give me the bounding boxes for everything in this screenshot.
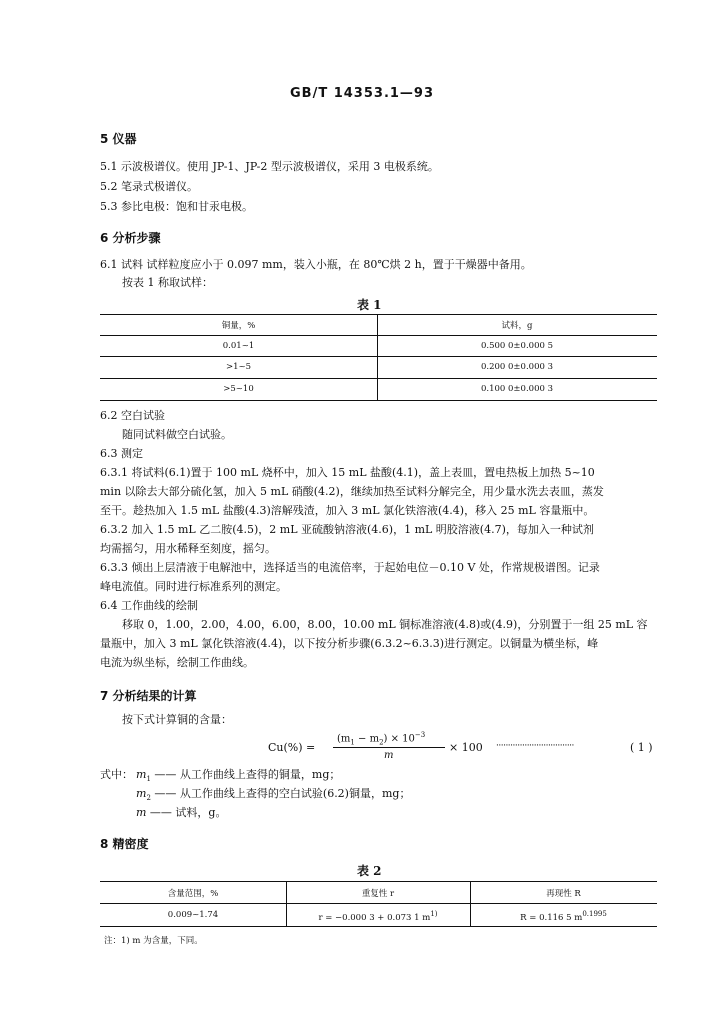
where-label: 式中： <box>100 768 133 781</box>
section-6-3-2-line1: 6.3.2 加入 1.5 mL 乙二胺(4.5)，2 mL 亚硫酸钠溶液(4.6)，1 mL 明胶溶液(4.7)，每加入一种试剂 <box>100 523 594 536</box>
section-6-4-line2: 量瓶中，加入 3 mL 氯化铁溶液(4.4)，以下按分析步骤(6.3.2~6.3.3)进行测定。以铜量为横坐标，峰 <box>100 637 599 650</box>
table-2-caption: 表 2 <box>357 864 382 878</box>
where-item-m2 <box>136 787 410 805</box>
table-2-cell-reproducibility <box>470 910 657 923</box>
section-6-1-sub: 按表 1 称取试样： <box>122 276 213 289</box>
formula-num-part: ) × 10 <box>383 733 415 745</box>
formula-num-sub: 1 <box>350 738 355 747</box>
table-1-cell: 0.500 0±0.000 5 <box>480 341 553 351</box>
section-6-2: 6.2 空白试验 <box>100 409 165 422</box>
symbol-sub: 1 <box>146 775 151 784</box>
section-6-3-3-line1: 6.3.3 倾出上层清液于电解池中，选择适当的电流倍率，于起始电位－0.10 V 处，作常规极谱图。记录 <box>100 561 600 574</box>
section-5-title: 5 仪器 <box>100 132 137 146</box>
footnote-ref: 1) <box>430 910 438 918</box>
section-6-4: 6.4 工作曲线的绘制 <box>100 599 198 612</box>
symbol: m <box>136 806 147 819</box>
table-1-cell: >5~10 <box>223 384 254 394</box>
table-2-cell-repeatability <box>286 910 470 923</box>
table-1-cell: 0.01~1 <box>222 341 255 351</box>
table-2-bottom-rule <box>100 926 657 927</box>
formula-num-part: − m <box>354 733 380 745</box>
formula-num-sup: −3 <box>414 731 426 739</box>
table-1-cell: 0.200 0±0.000 3 <box>480 362 553 372</box>
definition: —— 从工作曲线上查得的空白试验(6.2)铜量，mg； <box>150 787 411 800</box>
table-1-cell: >1~5 <box>225 362 252 372</box>
section-6-1-text: 6.1 试料 试样粒度应小于 0.097 mm，装入小瓶，在 80℃烘 2 h，置于干燥器中备用。 <box>100 258 532 271</box>
section-8-title: 8 精密度 <box>100 837 149 851</box>
formula-num-part: (m <box>337 733 351 745</box>
table-1-caption: 表 1 <box>357 298 382 312</box>
table-1-header-rule <box>100 335 657 336</box>
exponent: 0.1995 <box>582 910 607 918</box>
section-6-title: 6 分析步骤 <box>100 231 161 245</box>
table-2-cell-range: 0.009~1.74 <box>167 910 219 920</box>
formula-lhs: Cu(%) = <box>268 741 316 754</box>
definition: —— 试料，g。 <box>146 806 227 819</box>
table-1-row-rule <box>100 378 657 379</box>
table-2-header-reproducibility: 再现性 R <box>546 889 581 899</box>
section-6-3-2-line2: 均需摇匀，用水稀释至刻度，摇匀。 <box>100 542 276 555</box>
section-6-3-1-line2: min 以除去大部分硫化氢，加入 5 mL 硝酸(4.2)，继续加热至试料分解完全，用少量水洗去表皿，蒸发 <box>100 485 604 498</box>
table-1-header-sample: 试料，g <box>501 321 533 331</box>
table-2-top-rule <box>100 881 657 882</box>
table-1-bottom-rule <box>100 400 657 401</box>
where-item-m1 <box>136 768 340 786</box>
symbol-sub: 2 <box>146 794 151 803</box>
table-2-footnote: 注：1) m 为含量，下同。 <box>104 936 203 946</box>
table-1-header-copper: 铜量，% <box>221 321 256 331</box>
symbol: m <box>136 787 147 800</box>
formula-fraction-bar <box>333 747 445 748</box>
section-6-4-line3: 电流为纵坐标，绘制工作曲线。 <box>100 656 254 669</box>
section-6-3-3-line2: 峰电流值。同时进行标准系列的测定。 <box>100 580 287 593</box>
section-6-2-text: 随同试料做空白试验。 <box>122 428 232 441</box>
section-5-1: 5.1 示波极谱仪。使用 JP-1、JP-2 型示波极谱仪，采用 3 电极系统。 <box>100 160 439 173</box>
table-2-header-range: 含量范围，% <box>167 889 219 899</box>
table-2-header-repeatability: 重复性 r <box>361 889 395 899</box>
repeatability-formula: r = −0.000 3 + 0.073 1 m <box>318 912 431 923</box>
table-1-top-rule <box>100 314 657 315</box>
section-6-3: 6.3 测定 <box>100 447 143 460</box>
standard-number-header: GB/T 14353.1—93 <box>290 86 435 101</box>
formula-leader-dots: ································· <box>496 741 574 751</box>
formula-numerator <box>337 731 425 746</box>
section-5-3: 5.3 参比电极：饱和甘汞电极。 <box>100 200 253 213</box>
formula-number: ( 1 ) <box>630 741 653 754</box>
section-7-title: 7 分析结果的计算 <box>100 689 197 703</box>
table-2-header-rule <box>100 903 657 904</box>
definition: —— 从工作曲线上查得的铜量，mg； <box>150 768 341 781</box>
where-item-m <box>136 806 226 820</box>
formula-denominator: m <box>384 750 394 761</box>
formula-times-100: × 100 <box>449 741 483 754</box>
section-6-3-1-line1: 6.3.1 将试料(6.1)置于 100 mL 烧杯中，加入 15 mL 盐酸(4.1)，盖上表皿，置电热板上加热 5~10 <box>100 466 595 479</box>
formula-num-sub: 2 <box>379 738 384 747</box>
table-1-row-rule <box>100 356 657 357</box>
table-1-cell: 0.100 0±0.000 3 <box>480 384 553 394</box>
section-6-4-line1: 移取 0，1.00，2.00，4.00，6.00，8.00，10.00 mL 铜标准溶液(4.8)或(4.9)，分别置于一组 25 mL 容 <box>122 618 648 631</box>
symbol: m <box>136 768 147 781</box>
reproducibility-formula: R = 0.116 5 m <box>520 912 583 923</box>
section-6-3-1-line3: 至干。趁热加入 1.5 mL 盐酸(4.3)溶解残渣，加入 3 mL 氯化铁溶液(4.4)，移入 25 mL 容量瓶中。 <box>100 504 595 517</box>
section-5-2: 5.2 笔录式极谱仪。 <box>100 180 198 193</box>
section-7-intro: 按下式计算铜的含量： <box>122 713 232 726</box>
